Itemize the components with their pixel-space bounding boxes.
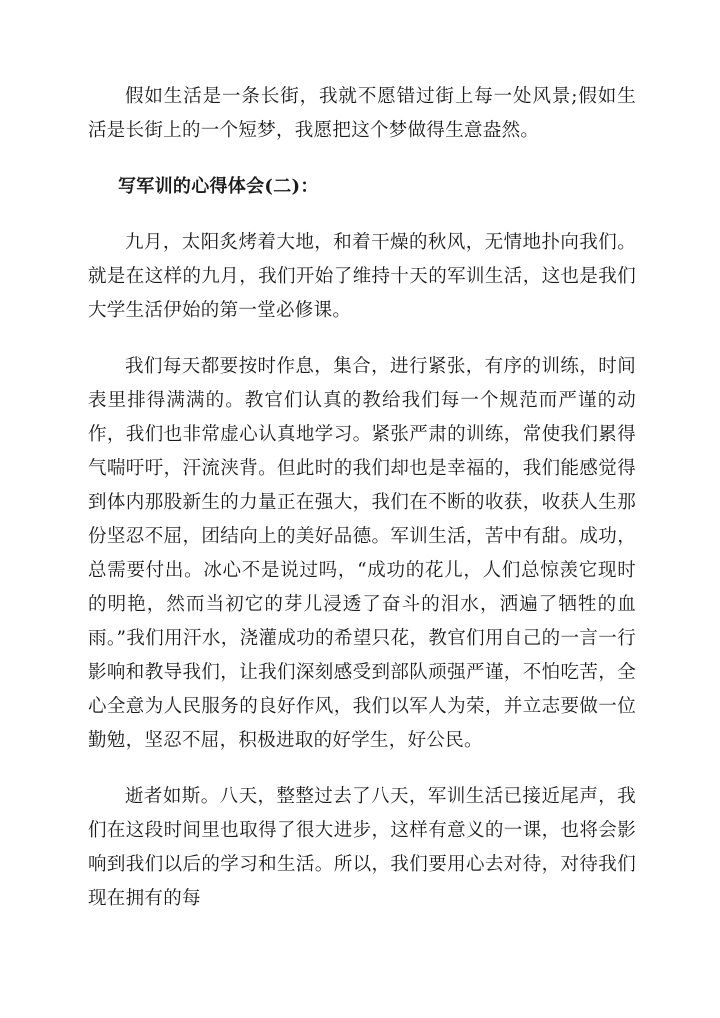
paragraph-training: 我们每天都要按时作息，集合，进行紧张，有序的训练，时间表里排得满满的。教官们认真的教给我们每一个规范而严谨的动作，我们也非常虚心认真地学习。紧张严肃的训练，常使我们累得气喘吁吁，汗流浃背。但此时的我们却也是幸福的，我们能感觉得到体内那股新生的力量正在强大，我们在不断的收获，收获人生那份坚忍不屈，团结向上的美好品德。军训生活，苦中有甜。成功，总需要付出。冰心不是说过吗，“成功的花儿，人们总惊羡它现时的明艳，然而当初它的芽儿浸透了奋斗的泪水，洒遍了牺牲的血雨。”我们用汗水，浇灌成功的希望只花，教官们用自己的一言一行影响和教导我们，让我们深刻感受到部队顽强严谨，不怕吃苦，全心全意为人民服务的良好作风，我们以军人为荣，并立志要做一位勤勉，坚忍不屈，积极进取的好学生，好公民。 — [88, 356, 636, 751]
paragraph-intro: 假如生活是一条长街，我就不愿错过街上每一处风景;假如生活是长街上的一个短梦，我愿把这个梦做得生意盎然。 — [88, 86, 636, 141]
document-body — [88, 80, 636, 938]
section-heading: 写军训的心得体会(二)： — [118, 176, 319, 197]
paragraph-september: 九月，太阳炙烤着大地，和着干燥的秋风，无情地扑向我们。就是在这样的九月，我们开始了维持十天的军训生活，这也是我们大学生活伊始的第一堂必修课。 — [88, 232, 636, 321]
paragraph-ending: 逝者如斯。八天，整整过去了八天，军训生活已接近尾声，我们在这段时间里也取得了很大进步，这样有意义的一课，也将会影响到我们以后的学习和生活。所以，我们要用心去对待，对待我们现在拥有的每 — [88, 786, 636, 909]
